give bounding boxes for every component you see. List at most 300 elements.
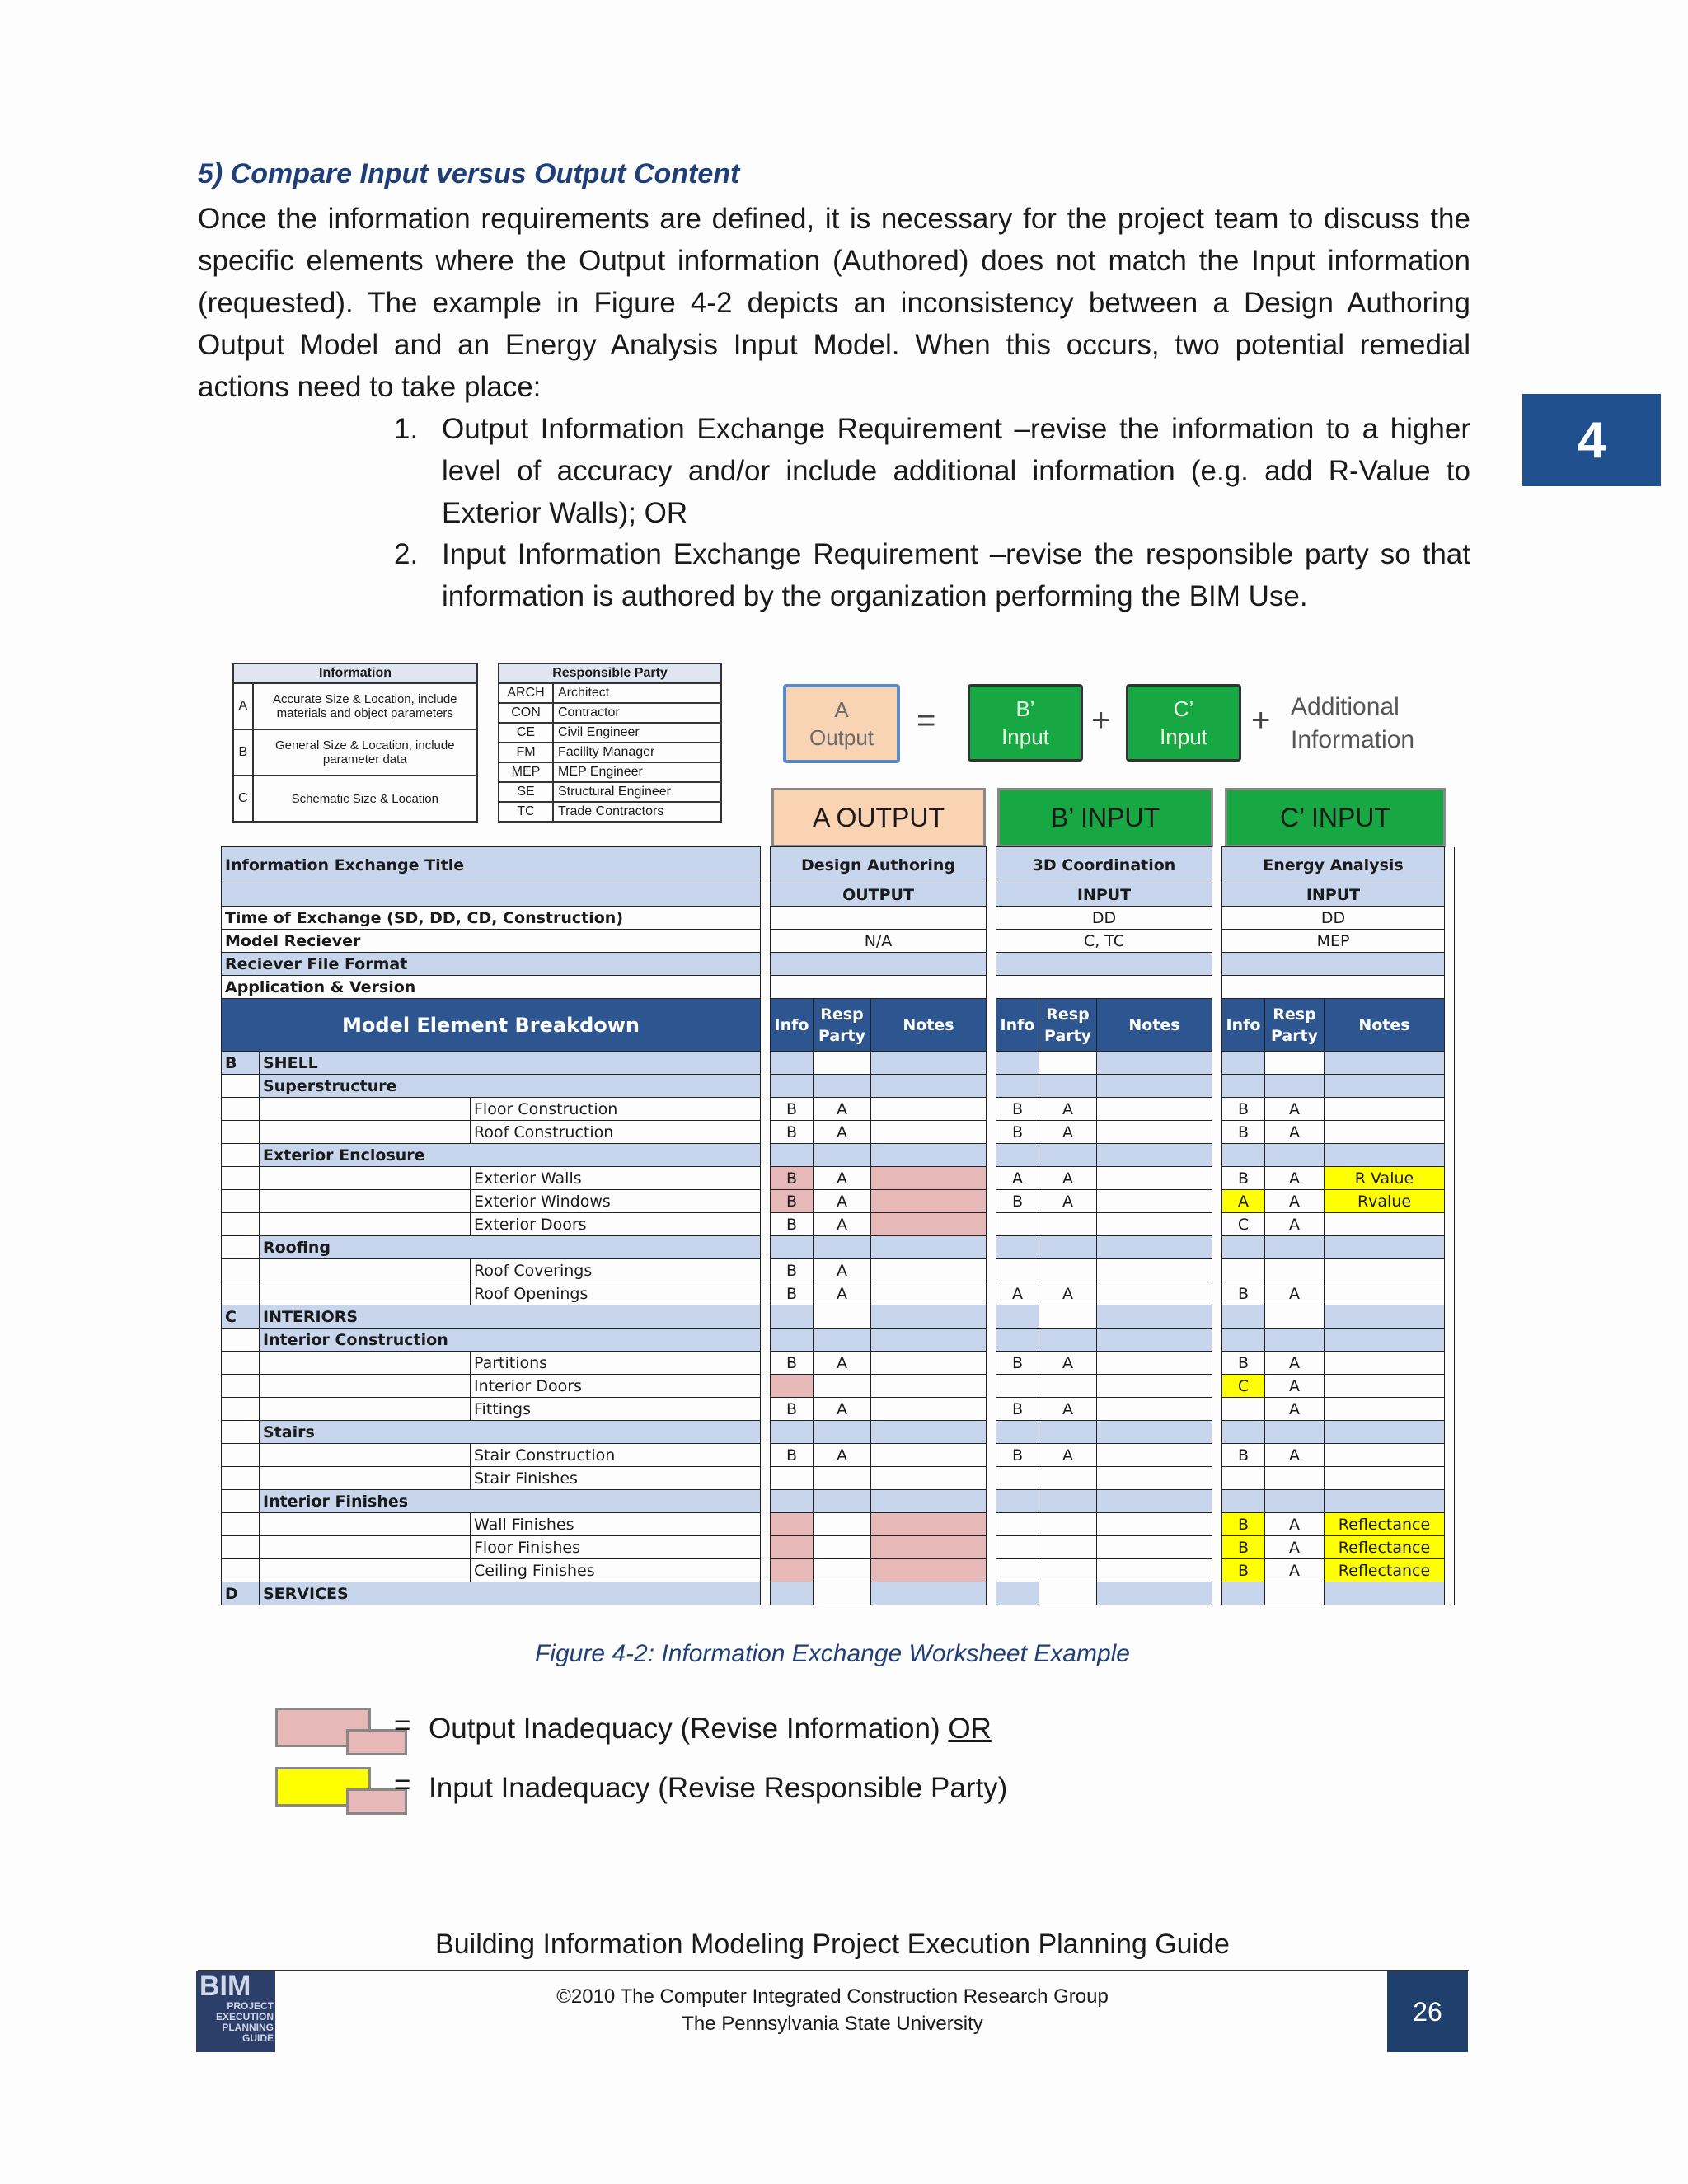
- info-cell: [1222, 1259, 1265, 1282]
- information-legend-table: [232, 663, 478, 823]
- column-gap: [1212, 1098, 1222, 1121]
- notes-cell: [1325, 1582, 1445, 1605]
- info-cell: [771, 1144, 814, 1167]
- indent-cell: [260, 1282, 471, 1305]
- bim-use-name: 3D Coordination: [996, 847, 1212, 883]
- resp-cell: A: [814, 1167, 871, 1190]
- info-cell: [996, 1582, 1039, 1605]
- list-number: 1.: [394, 413, 419, 445]
- info-cell: B: [771, 1259, 814, 1282]
- resp-cell: [1265, 1075, 1325, 1098]
- element-name: Wall Finishes: [471, 1513, 761, 1536]
- column-gap: [1445, 1167, 1455, 1190]
- info-cell: [771, 1536, 814, 1559]
- info-cell: B: [771, 1352, 814, 1375]
- output-inadequacy-text: Output Inadequacy (Revise Information): [429, 1713, 949, 1745]
- resp-cell: [814, 1236, 871, 1259]
- notes-cell: [871, 1098, 987, 1121]
- resp-cell: A: [1265, 1213, 1325, 1236]
- resp-cell: [1265, 1421, 1325, 1444]
- notes-cell: [871, 1305, 987, 1329]
- column-gap: [987, 1490, 996, 1513]
- legend-code: C: [233, 776, 253, 822]
- party-name: Civil Engineer: [553, 723, 721, 743]
- resp-cell: [1039, 1236, 1097, 1259]
- indent-cell: [222, 1444, 260, 1467]
- notes-cell: [1097, 1513, 1212, 1536]
- resp-cell: [1039, 1536, 1097, 1559]
- info-col-header: Info: [996, 999, 1039, 1052]
- worksheet-row: [222, 1467, 1455, 1490]
- list-number: 2.: [394, 538, 419, 570]
- column-gap: [761, 1282, 771, 1305]
- time-value: DD: [1222, 907, 1445, 930]
- legend-dash: =: [394, 1769, 411, 1801]
- info-cell: B: [1222, 1282, 1265, 1305]
- notes-cell: [871, 1536, 987, 1559]
- indent-cell: [260, 1121, 471, 1144]
- info-cell: [771, 1075, 814, 1098]
- resp-cell: [1265, 1329, 1325, 1352]
- party-name: Structural Engineer: [553, 782, 721, 802]
- column-gap: [987, 1213, 996, 1236]
- info-cell: A: [1222, 1190, 1265, 1213]
- column-gap: [761, 1167, 771, 1190]
- column-gap: [1212, 1536, 1222, 1559]
- party-code: TC: [499, 802, 553, 822]
- io-type: OUTPUT: [771, 883, 987, 907]
- notes-cell: [1097, 1052, 1212, 1075]
- resp-cell: A: [1265, 1190, 1325, 1213]
- column-gap: [1445, 1236, 1455, 1259]
- element-name: Exterior Walls: [471, 1167, 761, 1190]
- indent-cell: [222, 1559, 260, 1582]
- subcategory-name: Stairs: [260, 1421, 761, 1444]
- resp-cell: A: [1039, 1282, 1097, 1305]
- column-gap: [1212, 1421, 1222, 1444]
- column-gap: [1445, 1421, 1455, 1444]
- column-gap: [987, 1582, 996, 1605]
- column-gap: [761, 1421, 771, 1444]
- worksheet-row: [222, 1398, 1455, 1421]
- notes-cell: [871, 1582, 987, 1605]
- info-cell: B: [1222, 1536, 1265, 1559]
- info-cell: B: [1222, 1444, 1265, 1467]
- footer-title: Building Information Modeling Project Execution Planning Guide: [435, 1929, 1230, 1960]
- column-gap: [761, 1352, 771, 1375]
- resp-party-col-header: Resp Party: [1039, 999, 1097, 1052]
- info-cell: B: [771, 1444, 814, 1467]
- notes-cell: Reflectance: [1325, 1559, 1445, 1582]
- info-cell: [996, 1305, 1039, 1329]
- category-code: C: [222, 1305, 260, 1329]
- element-name: Exterior Windows: [471, 1190, 761, 1213]
- notes-cell: [1325, 1444, 1445, 1467]
- notes-cell: [1097, 1398, 1212, 1421]
- resp-cell: [814, 1536, 871, 1559]
- resp-cell: [1039, 1052, 1097, 1075]
- notes-cell: [1097, 1582, 1212, 1605]
- info-cell: B: [771, 1121, 814, 1144]
- column-gap: [1212, 1444, 1222, 1467]
- resp-cell: [1265, 1259, 1325, 1282]
- notes-cell: [1097, 1236, 1212, 1259]
- column-gap: [1445, 1213, 1455, 1236]
- indent-cell: [222, 1144, 260, 1167]
- resp-cell: A: [1265, 1167, 1325, 1190]
- worksheet-row: [222, 1098, 1455, 1121]
- column-gap: [1212, 1213, 1222, 1236]
- info-cell: [1222, 1467, 1265, 1490]
- party-name: Contractor: [553, 703, 721, 723]
- info-cell: [771, 1421, 814, 1444]
- resp-cell: [814, 1075, 871, 1098]
- party-code: CE: [499, 723, 553, 743]
- indent-cell: [260, 1352, 471, 1375]
- indent-cell: [260, 1190, 471, 1213]
- notes-cell: [1097, 1329, 1212, 1352]
- category-name: SHELL: [260, 1052, 761, 1075]
- worksheet-row: [222, 1052, 1455, 1075]
- notes-cell: [1325, 1421, 1445, 1444]
- info-cell: [1222, 1144, 1265, 1167]
- info-cell: B: [771, 1190, 814, 1213]
- notes-cell: [871, 1259, 987, 1282]
- info-cell: B: [996, 1352, 1039, 1375]
- or-text: OR: [948, 1713, 992, 1745]
- column-gap: [1212, 1282, 1222, 1305]
- column-gap: [761, 1144, 771, 1167]
- notes-cell: [1097, 1282, 1212, 1305]
- resp-cell: A: [1039, 1167, 1097, 1190]
- column-gap: [761, 1329, 771, 1352]
- resp-cell: [1265, 1052, 1325, 1075]
- column-gap: [1445, 1259, 1455, 1282]
- notes-cell: [1097, 1098, 1212, 1121]
- notes-cell: [1325, 1398, 1445, 1421]
- resp-cell: [814, 1052, 871, 1075]
- column-gap: [1445, 1282, 1455, 1305]
- worksheet-row: [222, 1236, 1455, 1259]
- notes-cell: [1325, 1490, 1445, 1513]
- time-value: DD: [996, 907, 1212, 930]
- worksheet-row: [222, 1536, 1455, 1559]
- worksheet-row: [222, 1421, 1455, 1444]
- column-gap: [987, 1398, 996, 1421]
- notes-cell: [871, 1213, 987, 1236]
- exchange-title-label: Information Exchange Title: [222, 847, 761, 883]
- notes-cell: Rvalue: [1325, 1190, 1445, 1213]
- column-gap: [1212, 1121, 1222, 1144]
- column-gap: [761, 1098, 771, 1121]
- element-name: Ceiling Finishes: [471, 1559, 761, 1582]
- page-number: 26: [1387, 1971, 1468, 2052]
- element-name: Interior Doors: [471, 1375, 761, 1398]
- column-gap: [987, 1052, 996, 1075]
- info-cell: [996, 1236, 1039, 1259]
- column-gap: [1212, 1329, 1222, 1352]
- resp-cell: [1039, 1329, 1097, 1352]
- resp-cell: A: [814, 1398, 871, 1421]
- resp-cell: A: [1265, 1536, 1325, 1559]
- column-gap: [761, 1236, 771, 1259]
- column-gap: [987, 1236, 996, 1259]
- column-gap: [761, 1513, 771, 1536]
- notes-cell: [1325, 1121, 1445, 1144]
- resp-cell: [1039, 1467, 1097, 1490]
- column-gap: [761, 1467, 771, 1490]
- worksheet-row: [222, 1559, 1455, 1582]
- legend-header: Responsible Party: [499, 663, 721, 683]
- column-gap: [761, 1305, 771, 1329]
- column-gap: [1212, 1052, 1222, 1075]
- column-gap: [987, 1444, 996, 1467]
- info-cell: [1222, 1582, 1265, 1605]
- column-gap: [1212, 1398, 1222, 1421]
- list-text: Output Information Exchange Requirement –revise the information to a higher level of accuracy and/or include additional information (e.g. add R-Value to Exterior Walls); OR: [442, 413, 1470, 529]
- notes-cell: [871, 1236, 987, 1259]
- info-cell: [771, 1559, 814, 1582]
- legend-text: Schematic Size & Location: [253, 776, 477, 822]
- indent-cell: [222, 1536, 260, 1559]
- info-cell: [996, 1559, 1039, 1582]
- element-name: Fittings: [471, 1398, 761, 1421]
- column-gap: [761, 1213, 771, 1236]
- notes-cell: [871, 1052, 987, 1075]
- info-cell: [771, 1052, 814, 1075]
- column-gap: [1445, 1375, 1455, 1398]
- application-version-label: Application & Version: [222, 976, 761, 999]
- info-cell: [1222, 1305, 1265, 1329]
- resp-cell: [814, 1490, 871, 1513]
- info-cell: B: [996, 1190, 1039, 1213]
- worksheet-row: [222, 1144, 1455, 1167]
- element-name: Partitions: [471, 1352, 761, 1375]
- worksheet-row: [222, 1121, 1455, 1144]
- notes-cell: [1097, 1305, 1212, 1329]
- notes-cell: [1097, 1536, 1212, 1559]
- resp-cell: [1039, 1559, 1097, 1582]
- worksheet-row: [222, 1582, 1455, 1605]
- party-name: Facility Manager: [553, 743, 721, 762]
- subcategory-name: Exterior Enclosure: [260, 1144, 761, 1167]
- info-cell: [1222, 1398, 1265, 1421]
- resp-cell: [814, 1559, 871, 1582]
- logo-subtext: PROJECT EXECUTION PLANNING GUIDE: [215, 2000, 274, 2044]
- info-cell: [771, 1305, 814, 1329]
- info-cell: [771, 1490, 814, 1513]
- column-gap: [761, 1536, 771, 1559]
- logo-text: BIM: [199, 1971, 251, 2002]
- input-inadequacy-label: Input Inadequacy (Revise Responsible Party): [429, 1772, 1008, 1804]
- column-gap: [987, 1144, 996, 1167]
- notes-cell: R Value: [1325, 1167, 1445, 1190]
- info-col-header: Info: [771, 999, 814, 1052]
- info-cell: [996, 1259, 1039, 1282]
- resp-cell: A: [1265, 1444, 1325, 1467]
- indent-cell: [222, 1282, 260, 1305]
- worksheet-row: [222, 1305, 1455, 1329]
- indent-cell: [222, 1490, 260, 1513]
- notes-cell: [1325, 1236, 1445, 1259]
- b-input-header: B’ INPUT: [997, 788, 1213, 847]
- party-code: ARCH: [499, 683, 553, 703]
- info-cell: [771, 1467, 814, 1490]
- notes-cell: [1097, 1121, 1212, 1144]
- list-text: Input Information Exchange Requirement –revise the responsible party so that information is authored by the organization performing the BIM Use.: [442, 538, 1470, 612]
- indent-cell: [260, 1398, 471, 1421]
- element-name: Roof Openings: [471, 1282, 761, 1305]
- notes-cell: [1325, 1259, 1445, 1282]
- university-line: The Pennsylvania State University: [682, 2013, 983, 2035]
- notes-cell: [871, 1329, 987, 1352]
- indent-cell: [260, 1375, 471, 1398]
- info-cell: B: [771, 1098, 814, 1121]
- info-cell: B: [996, 1398, 1039, 1421]
- indent-cell: [260, 1213, 471, 1236]
- notes-cell: [1097, 1213, 1212, 1236]
- io-type: INPUT: [996, 883, 1212, 907]
- info-col-header: Info: [1222, 999, 1265, 1052]
- resp-cell: A: [1265, 1513, 1325, 1536]
- notes-cell: [1325, 1282, 1445, 1305]
- column-gap: [987, 1098, 996, 1121]
- element-name: Stair Finishes: [471, 1467, 761, 1490]
- column-gap: [1212, 1259, 1222, 1282]
- notes-cell: [1097, 1490, 1212, 1513]
- column-gap: [1445, 1536, 1455, 1559]
- indent-cell: [260, 1098, 471, 1121]
- notes-cell: [1097, 1075, 1212, 1098]
- notes-cell: [871, 1167, 987, 1190]
- element-name: Exterior Doors: [471, 1213, 761, 1236]
- figure-caption: Figure 4-2: Information Exchange Worksheet Example: [534, 1640, 1130, 1667]
- category-name: SERVICES: [260, 1582, 761, 1605]
- notes-cell: [871, 1282, 987, 1305]
- resp-cell: [814, 1144, 871, 1167]
- party-name: MEP Engineer: [553, 762, 721, 782]
- column-gap: [987, 1375, 996, 1398]
- element-name: Floor Finishes: [471, 1536, 761, 1559]
- resp-cell: [1265, 1144, 1325, 1167]
- indent-cell: [222, 1190, 260, 1213]
- info-cell: B: [996, 1098, 1039, 1121]
- column-gap: [1445, 1098, 1455, 1121]
- legend-code: B: [233, 729, 253, 776]
- input-b-box: [968, 684, 1083, 762]
- notes-cell: [871, 1513, 987, 1536]
- party-name: Trade Contractors: [553, 802, 721, 822]
- info-cell: [1222, 1052, 1265, 1075]
- plus-sign: +: [1091, 702, 1111, 738]
- equals-sign: =: [917, 702, 936, 738]
- notes-col-header: Notes: [1097, 999, 1212, 1052]
- indent-cell: [222, 1329, 260, 1352]
- notes-cell: [871, 1352, 987, 1375]
- indent-cell: [222, 1213, 260, 1236]
- notes-cell: [1097, 1190, 1212, 1213]
- notes-cell: [1325, 1305, 1445, 1329]
- body-paragraph: Once the information requirements are defined, it is necessary for the project team to discuss the specific elements where the Output information (Authored) does not match the Input information (requested). The example in Figure 4-2 depicts an inconsistency between a Design Authoring Output Model and an Energy Analysis Input Model. When this occurs, two potential remedial actions need to take place:: [198, 203, 1470, 403]
- indent-cell: [222, 1467, 260, 1490]
- notes-cell: [871, 1467, 987, 1490]
- info-cell: [771, 1375, 814, 1398]
- resp-cell: [814, 1421, 871, 1444]
- column-gap: [1212, 1075, 1222, 1098]
- resp-cell: [814, 1375, 871, 1398]
- column-gap: [1212, 1490, 1222, 1513]
- category-code: B: [222, 1052, 260, 1075]
- column-gap: [987, 1352, 996, 1375]
- column-gap: [761, 1375, 771, 1398]
- party-code: SE: [499, 782, 553, 802]
- info-cell: [996, 1467, 1039, 1490]
- c-input-header: C’ INPUT: [1225, 788, 1446, 847]
- footer-divider: [198, 1970, 1469, 1971]
- resp-cell: A: [814, 1282, 871, 1305]
- subcategory-name: Roofing: [260, 1236, 761, 1259]
- info-cell: B: [1222, 1559, 1265, 1582]
- indent-cell: [222, 1352, 260, 1375]
- info-cell: B: [771, 1282, 814, 1305]
- receiver-value: MEP: [1222, 930, 1445, 953]
- element-name: Roof Coverings: [471, 1259, 761, 1282]
- column-gap: [987, 1513, 996, 1536]
- column-gap: [987, 1421, 996, 1444]
- worksheet-row: [222, 1444, 1455, 1467]
- column-gap: [1445, 1513, 1455, 1536]
- notes-cell: [1325, 1213, 1445, 1236]
- notes-cell: [1325, 1075, 1445, 1098]
- resp-cell: [1265, 1490, 1325, 1513]
- info-cell: [996, 1052, 1039, 1075]
- column-gap: [1445, 1121, 1455, 1144]
- notes-cell: [871, 1121, 987, 1144]
- category-code: D: [222, 1582, 260, 1605]
- notes-cell: [1097, 1467, 1212, 1490]
- info-cell: [1222, 1490, 1265, 1513]
- info-cell: [1222, 1329, 1265, 1352]
- section-heading: 5) Compare Input versus Output Content: [198, 158, 740, 190]
- resp-cell: [1039, 1421, 1097, 1444]
- subcategory-name: Superstructure: [260, 1075, 761, 1098]
- column-gap: [761, 1582, 771, 1605]
- worksheet-row: [222, 1513, 1455, 1536]
- resp-cell: [1039, 1075, 1097, 1098]
- indent-cell: [222, 1375, 260, 1398]
- column-gap: [987, 1121, 996, 1144]
- indent-cell: [222, 1513, 260, 1536]
- worksheet-row: [222, 1375, 1455, 1398]
- resp-cell: [1265, 1305, 1325, 1329]
- column-gap: [987, 1467, 996, 1490]
- info-cell: [996, 1513, 1039, 1536]
- element-name: Stair Construction: [471, 1444, 761, 1467]
- resp-cell: A: [1265, 1375, 1325, 1398]
- column-gap: [987, 1167, 996, 1190]
- indent-cell: [222, 1259, 260, 1282]
- worksheet-row: [222, 1329, 1455, 1352]
- resp-cell: A: [1265, 1398, 1325, 1421]
- notes-cell: [1325, 1329, 1445, 1352]
- column-gap: [761, 1075, 771, 1098]
- bim-use-name: Energy Analysis: [1222, 847, 1445, 883]
- indent-cell: [222, 1167, 260, 1190]
- resp-cell: [1039, 1490, 1097, 1513]
- info-cell: [771, 1513, 814, 1536]
- info-cell: C: [1222, 1213, 1265, 1236]
- legend-text: Accurate Size & Location, include materials and object parameters: [253, 683, 477, 729]
